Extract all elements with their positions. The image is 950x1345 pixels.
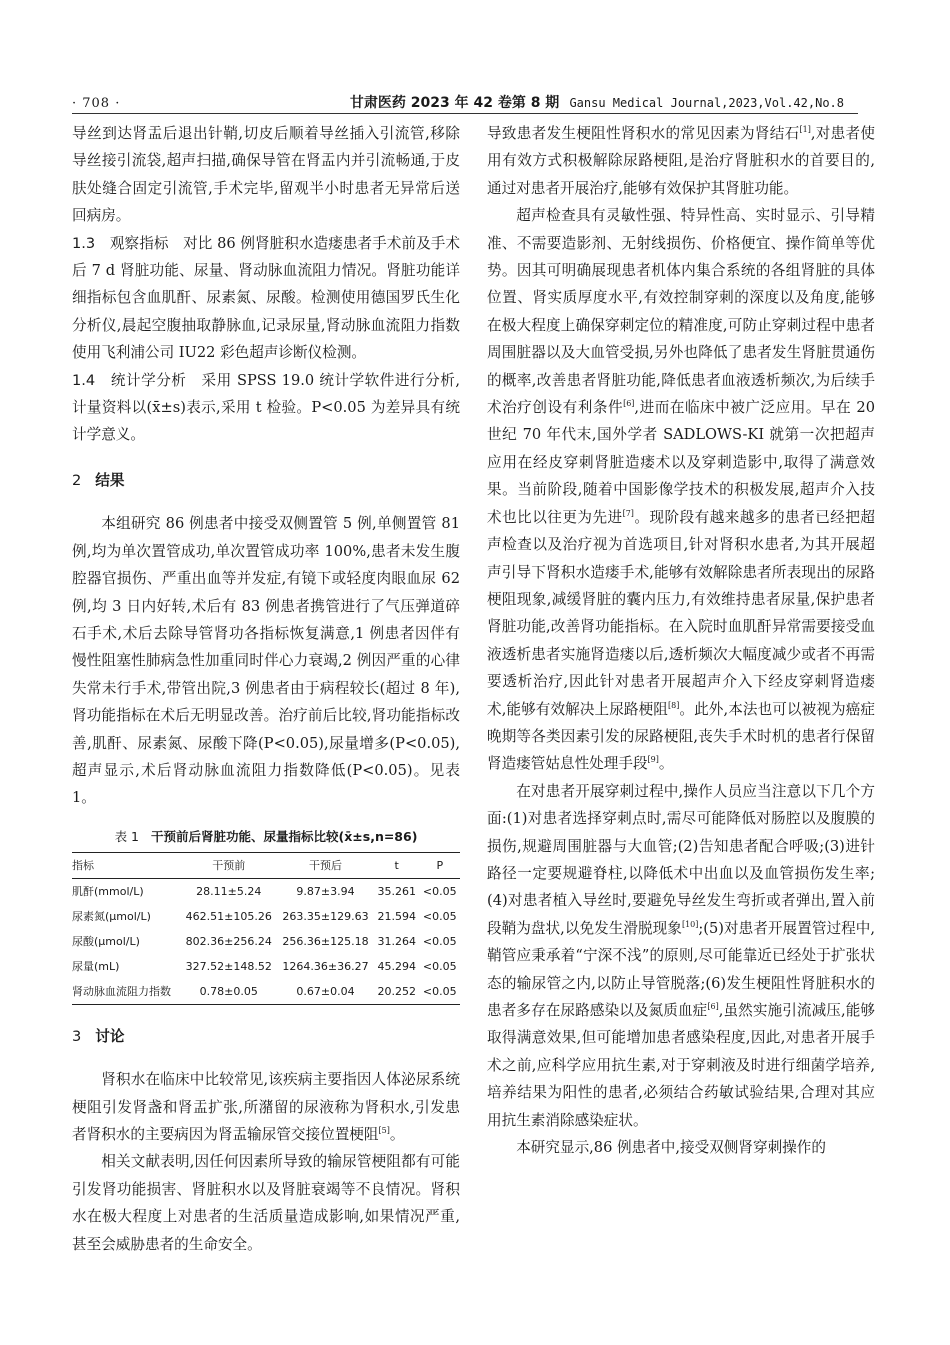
citation: [7] <box>622 508 634 518</box>
table-cell: <0.05 <box>422 984 457 998</box>
table-header-cell: 干预后 <box>309 858 343 872</box>
table-cell: 45.294 <box>377 959 416 973</box>
citation: [6] <box>707 1002 719 1011</box>
heading-discussion-title: 讨论 <box>95 1027 125 1045</box>
table-cell: 肾动脉血流阻力指数 <box>72 984 171 998</box>
paragraph-text: ,进而在临床中被广泛应用。早在 20 世纪 70 年代末,国外学者 SADLOWS-KI 就第一次把超声应用在经皮穿刺肾脏造瘘术以及穿刺造影中,取得了满意效果。当前阶段,随着中国影像学技术的积极发展,超声介入技术也比以往更为先进 <box>487 399 875 526</box>
paragraph-discussion-2: 相关文献表明,因任何因素所导致的输尿管梗阻都有可能引发肾功能损害、肾脏积水以及肾脏衰竭等不良情况。肾积水在极大程度上对患者的生活质量造成影响,如果情况严重,甚至会威胁患者的生命安全。 <box>72 1153 460 1253</box>
section-1-3-label: 1.3 观察指标 <box>72 234 169 252</box>
table-row <box>72 878 460 904</box>
table-row <box>72 954 460 979</box>
paragraph-results: 本组研究 86 例患者中接受双侧置管 5 例,单侧置管 81 例,均为单次置管成功,单次置管成功率 100%,患者未发生腹腔器官损伤、严重出血等并发症,有镜下或轻度肉眼血尿 62 例,均 3 日内好转,术后有 83 例患者携管进行了气压弹道碎石手术,术后去除导管肾功各指标恢复满意,1 例患者因伴有慢性阻塞性肺病急性加重同时伴心力衰竭,2 例因严重的心律失常未行手术,带管出院,3 例患者由于病程较长(超过 8 年),肾功能指标在术后无明显改善。治疗前后比较,肾功能指标改善,肌酐、尿素氮、尿酸下降(P<0.05),尿量增多(P<0.05),超声显示,术后肾动脉血流阻力指数降低(P<0.05)。见表 1。 <box>72 515 460 807</box>
paragraph-method-end: 导丝到达肾盂后退出针鞘,切皮后顺着导丝插入引流管,移除导丝接引流袋,超声扫描,确保导管在肾盂内并引流畅通,于皮肤处缝合固定引流管,手术完毕,留观半小时患者无异常后送回病房。 <box>72 125 460 225</box>
section-1-3 <box>72 230 460 367</box>
heading-results-number: 2 <box>72 471 82 489</box>
heading-discussion <box>72 1023 460 1050</box>
heading-discussion-number: 3 <box>72 1027 82 1045</box>
paragraph-text: 超声检查具有灵敏性强、特异性高、实时显示、引导精准、不需要造影剂、无射线损伤、价格便宜、操作简单等优势。因其可明确展现患者机体内集合系统的各组肾脏的具体位置、肾实质厚度水平,有效控制穿刺的深度以及角度,能够在极大程度上确保穿刺定位的精准度,可防止穿刺过程中患者周围脏器以及大血管受损,另外也降低了患者发生肾脏贯通伤的概率,改善患者肾脏功能,降低患者血液透析频次,为后续手术治疗创设有利条件 <box>487 207 875 417</box>
table-caption <box>72 828 460 846</box>
table-cell: <0.05 <box>422 909 457 923</box>
table-cell: 35.261 <box>377 884 416 898</box>
table-cell: <0.05 <box>422 884 457 898</box>
table-header-cell: P <box>436 858 444 872</box>
paragraph-end: 。 <box>389 1125 405 1143</box>
table-number: 表 1 <box>114 828 139 844</box>
table-cell: 256.36±125.18 <box>282 934 369 948</box>
journal-title-en: Gansu Medical Journal,2023,Vol.42,No.8 <box>569 96 844 110</box>
section-1-3-text: 对比 86 例肾脏积水造瘘患者手术前及手术后 7 d 肾脏功能、尿量、肾动脉血流阻力情况。肾脏功能详细指标包含血肌酐、尿素氮、尿酸。检测使用德国罗氏生化分析仪,晨起空腹抽取静脉血,记录尿量,肾动脉血流阻力指数使用飞利浦公司 IU22 彩色超声诊断仪检测。 <box>72 234 460 362</box>
table-cell: 462.51±105.26 <box>185 909 272 923</box>
table-cell: 9.87±3.94 <box>296 884 355 898</box>
table-cell: 20.252 <box>377 984 416 998</box>
journal-title-cn: 甘肃医药 2023 年 42 卷第 8 期 <box>349 95 560 111</box>
paragraph-text: 肾积水在临床中比较常见,该疾病主要指因人体泌尿系统梗阻引发肾盏和肾盂扩张,所潴留的尿液称为肾积水,引发患者肾积水的主要病因为肾盂输尿管交接位置梗阻 <box>72 1071 460 1143</box>
table-row <box>72 979 460 1005</box>
right-column <box>487 120 875 1161</box>
paragraph-text: 在对患者开展穿刺过程中,操作人员应当注意以下几个方面:(1)对患者选择穿刺点时,需尽可能降低对肠腔以及腹膜的损伤,规避周围脏器与大血管;(2)告知患者配合呼吸;(3)进针路径一定要规避脊柱,以降低术中出血以及血管损伤发生率;(4)对患者植入导丝时,要避免导丝发生弯折或者弹出,置入前段鞘为盘状,以免发生滑脱现象 <box>487 782 875 937</box>
paragraph-study-shows: 本研究显示,86 例患者中,接受双侧肾穿刺操作的 <box>516 1139 826 1157</box>
paragraph-text: 。此外,本法也可以被视为癌症晚期等各类因素引发的尿路梗阻,丧失手术时机的患者行保留肾造瘘管姑息性处理手段 <box>487 700 875 773</box>
citation: [1] <box>799 125 811 134</box>
citation: [8] <box>667 700 680 710</box>
paragraph-precautions <box>487 778 875 1134</box>
table-cell: <0.05 <box>422 959 457 973</box>
citation: [10] <box>681 919 699 929</box>
table-header-cell: 干预前 <box>212 858 246 872</box>
table-cell: 263.35±129.63 <box>282 909 369 923</box>
paragraph-continued <box>487 120 875 202</box>
section-1-4-label: 1.4 统计学分析 <box>72 371 187 389</box>
paragraph-ultrasound <box>487 202 875 778</box>
table-header-cell: 指标 <box>72 858 94 872</box>
table-cell: 31.264 <box>377 934 416 948</box>
table-cell: 327.52±148.52 <box>185 959 272 973</box>
table-cell: 0.78±0.05 <box>199 984 258 998</box>
header-rule <box>72 113 858 114</box>
table-cell: 尿酸(μmol/L) <box>72 934 140 948</box>
table-header-row <box>72 852 460 878</box>
paragraph-text: 导致患者发生梗阻性肾积水的常见因素为肾结石 <box>487 125 800 142</box>
heading-results <box>72 467 460 494</box>
results-table <box>72 852 460 1005</box>
table-row <box>72 904 460 929</box>
table-cell: <0.05 <box>422 934 457 948</box>
section-1-4 <box>72 367 460 449</box>
paragraph-end: 。 <box>658 755 674 773</box>
table-title: 干预前后肾脏功能、尿量指标比较(x̄±s,n=86) <box>151 828 418 844</box>
page-number: · 708 · <box>72 96 121 111</box>
citation: [9] <box>647 755 659 765</box>
table-cell: 1264.36±36.27 <box>282 959 369 973</box>
citation: [6] <box>623 399 635 409</box>
table-cell: 21.594 <box>377 909 416 923</box>
table-cell: 尿量(mL) <box>72 959 120 973</box>
paragraph-text: ,对患者使用有效方式积极解除尿路梗阻,是治疗肾脏积水的首要目的,通过对患者开展治疗,能够有效保护其肾脏功能。 <box>487 125 875 197</box>
citation: [5] <box>378 1125 390 1135</box>
table-cell: 0.67±0.04 <box>296 984 355 998</box>
running-header <box>350 92 844 112</box>
table-cell: 28.11±5.24 <box>196 884 262 898</box>
section-1-4-text: 采用 SPSS 19.0 统计学软件进行分析,计量资料以(x̄±s)表示,采用 t 检验。P<0.05 为差异具有统计学意义。 <box>72 371 460 444</box>
paragraph-text: ;(5)对患者开展置管过程中,鞘管应秉承着“宁深不浅”的原则,尽可能靠近已经处于扩张状态的输尿管之内,以防止导管脱落;(6)发生梗阻性肾脏积水的患者多存在尿路感染以及氮质血症 <box>487 919 876 1019</box>
paragraph-discussion-1 <box>72 1066 460 1148</box>
table-cell: 尿素氮(μmol/L) <box>72 909 151 923</box>
table-cell: 802.36±256.24 <box>185 934 272 948</box>
paragraph-text: 。现阶段有越来越多的患者已经把超声检查以及治疗视为首选项目,针对肾积水患者,为其开展超声引导下肾积水造瘘手术,能够有效解除患者所表现出的尿路梗阻现象,减缓肾脏的囊内压力,有效维持患者尿量,保护患者肾脏功能,改善肾功能指标。在入院时血肌酐异常需要接受血液透析患者实施肾造瘘以后,透析频次大幅度减少或者不再需要透析治疗,因此针对患者开展超声介入下经皮穿刺肾造瘘术,能够有效解决上尿路梗阻 <box>487 508 875 718</box>
paragraph-text: ,虽然实施引流减压,能够取得满意效果,但可能增加患者感染程度,因此,对患者开展手术之前,应科学应用抗生素,对于穿刺液及时进行细菌学培养,培养结果为阳性的患者,必须结合药敏试验结果,合理对其应用抗生素消除感染症状。 <box>487 1002 875 1129</box>
table-cell: 肌酐(mmol/L) <box>72 884 144 898</box>
table-row <box>72 929 460 954</box>
left-column <box>72 120 460 1258</box>
table-header-cell: t <box>394 858 399 872</box>
heading-results-title: 结果 <box>95 471 125 489</box>
